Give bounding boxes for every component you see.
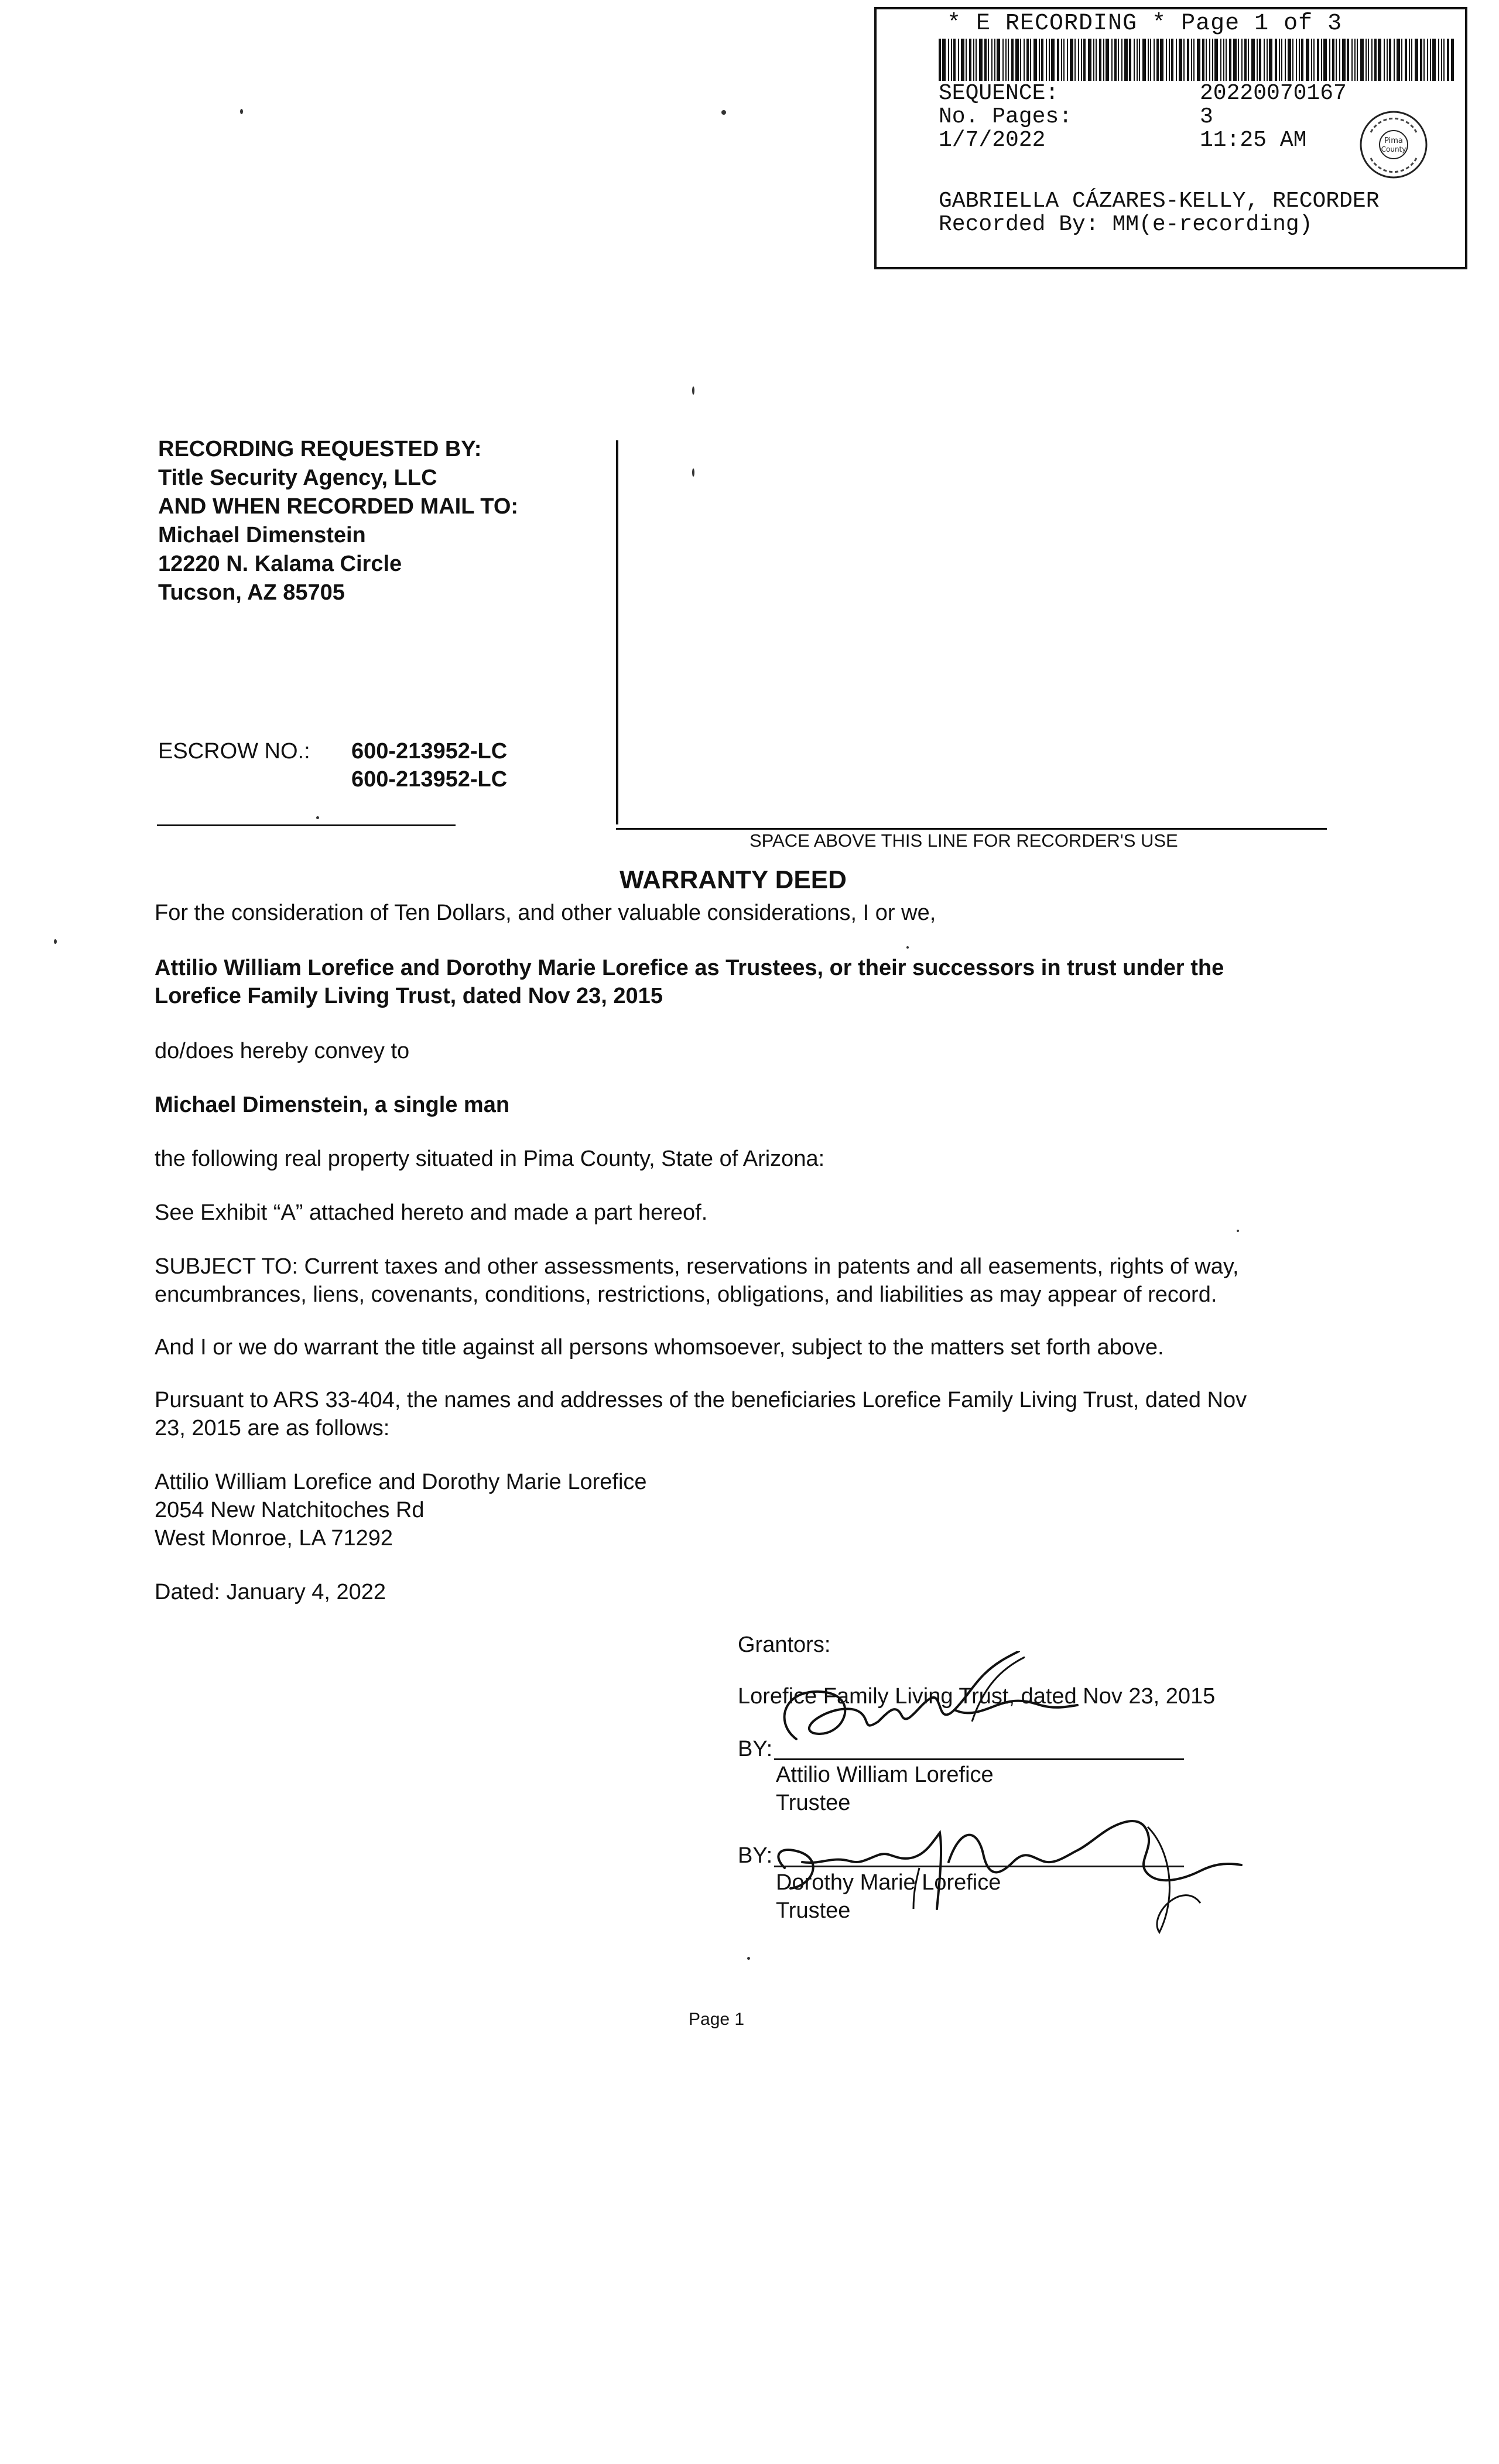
exhibit-text: See Exhibit “A” attached hereto and made a part hereof. [155, 1200, 708, 1225]
barcode-bar [1150, 39, 1151, 81]
county-seal-icon [1358, 109, 1429, 180]
warrant-text: And I or we do warrant the title against all persons whomsoever, subject to the matters set forth above. [155, 1335, 1164, 1360]
barcode-bar [939, 39, 941, 81]
barcode-bar [1378, 39, 1381, 81]
dated-line: Dated: January 4, 2022 [155, 1580, 386, 1604]
barcode-bar [1306, 39, 1309, 81]
by-label-2: BY: [738, 1843, 773, 1868]
barcode-bar [1248, 39, 1249, 81]
barcode-bar [1114, 39, 1117, 81]
recorder-stamp [874, 7, 1467, 269]
escrow-number-2: 600-213952-LC [351, 767, 508, 792]
barcode-bar [1171, 39, 1173, 81]
barcode-bar [997, 39, 1000, 81]
by-label-1: BY: [738, 1737, 773, 1761]
barcode-bar [1129, 39, 1131, 81]
trust-line: Lorefice Family Living Trust, dated Nov 23, 2015 [738, 1684, 1216, 1709]
barcode-bar [1096, 39, 1097, 81]
barcode-bar [1401, 39, 1402, 81]
barcode-bar [1061, 39, 1062, 81]
barcode-bar [1342, 39, 1346, 81]
barcode-bar [1374, 39, 1377, 81]
barcode-bar [1067, 39, 1068, 81]
pages-label: No. Pages: [939, 104, 1073, 129]
ars-line-1: Pursuant to ARS 33-404, the names and addresses of the beneficiaries Lorefice Family Living Trust, dated Nov [155, 1388, 1247, 1412]
barcode-bar [1264, 39, 1265, 81]
barcode-bar [1020, 39, 1021, 81]
barcode-bar [1427, 39, 1428, 81]
barcode-bar [1329, 39, 1330, 81]
barcode-bar [1220, 39, 1221, 81]
seal-pima: Pima [1384, 136, 1403, 145]
barcode-bar [1279, 39, 1280, 81]
barcode-bar [1296, 39, 1297, 81]
barcode-bar [1088, 39, 1091, 81]
barcode-bar [1432, 39, 1436, 81]
barcode-bar [1357, 39, 1358, 81]
barcode-bar [942, 39, 946, 81]
barcode-bar [1026, 39, 1029, 81]
recorder-name: GABRIELLA CÁZARES-KELLY, RECORDER [939, 189, 1380, 214]
stamp-header: * E RECORDING * Page 1 of 3 [947, 11, 1343, 37]
beneficiary-city: West Monroe, LA 71292 [155, 1526, 393, 1551]
barcode-bar [1360, 39, 1364, 81]
barcode-bar [1134, 39, 1135, 81]
barcode-bar [1411, 39, 1412, 81]
record-time: 11:25 AM [1200, 128, 1307, 153]
scan-speck [692, 386, 694, 395]
barcode-bar [1223, 39, 1224, 81]
subject-line-1: SUBJECT TO: Current taxes and other assessments, reservations in patents and all easements, rights of way, [155, 1254, 1239, 1279]
scan-speck [316, 816, 319, 819]
barcode-bar [1191, 39, 1192, 81]
barcode-bar [988, 39, 989, 81]
scan-speck [1237, 1230, 1239, 1232]
barcode-bar [1332, 39, 1334, 81]
barcode-bar [1292, 39, 1293, 81]
barcode-bar [1187, 39, 1189, 81]
barcode-bar [1049, 39, 1050, 81]
page-number: Page 1 [689, 2010, 745, 2029]
barcode-bar [1244, 39, 1247, 81]
barcode-bar [1024, 39, 1025, 81]
barcode-bar [1288, 39, 1291, 81]
barcode-bar [1169, 39, 1170, 81]
beneficiary-name: Attilio William Lorefice and Dorothy Marie Lorefice [155, 1470, 647, 1494]
barcode-bar [1212, 39, 1213, 81]
barcode-bar [1257, 39, 1258, 81]
barcode-bar [1041, 39, 1043, 81]
barcode-bar [1259, 39, 1261, 81]
barcode-bar [1030, 39, 1031, 81]
barcode-bar [1405, 39, 1407, 81]
recorder-use-note: SPACE ABOVE THIS LINE FOR RECORDER'S USE [750, 830, 1178, 851]
barcode-bar [1015, 39, 1019, 81]
barcode-bar [1070, 39, 1073, 81]
sequence-value: 20220070167 [1200, 81, 1347, 106]
barcode-bar [1438, 39, 1439, 81]
barcode-bar [979, 39, 983, 81]
handwritten-signature-1 [761, 1651, 1089, 1768]
barcode-bar [1233, 39, 1237, 81]
barcode-bar [1103, 39, 1104, 81]
barcode-bar [1267, 39, 1268, 81]
sequence-label: SEQUENCE: [939, 81, 1059, 106]
barcode-bar [1339, 39, 1340, 81]
barcode-bar [1039, 39, 1040, 81]
barcode-bar [969, 39, 971, 81]
barcode-bar [1321, 39, 1322, 81]
barcode [939, 39, 1454, 81]
mail-to-label: AND WHEN RECORDED MAIL TO: [158, 494, 519, 519]
mail-to-city: Tucson, AZ 85705 [158, 580, 345, 605]
barcode-bar [1193, 39, 1195, 81]
barcode-bar [1074, 39, 1076, 81]
recorded-by: Recorded By: MM(e-recording) [939, 212, 1313, 237]
barcode-bar [1241, 39, 1243, 81]
escrow-label: ESCROW NO.: [158, 739, 310, 764]
barcode-bar [1336, 39, 1337, 81]
barcode-bar [1415, 39, 1418, 81]
barcode-bar [1347, 39, 1349, 81]
barcode-bar [1214, 39, 1218, 81]
barcode-bar [1275, 39, 1277, 81]
record-date: 1/7/2022 [939, 128, 1046, 153]
barcode-bar [1197, 39, 1200, 81]
barcode-bar [1033, 39, 1037, 81]
escrow-number-1: 600-213952-LC [351, 739, 508, 764]
barcode-bar [976, 39, 977, 81]
signer-1-title: Trustee [776, 1791, 851, 1815]
barcode-bar [1443, 39, 1445, 81]
scan-speck [747, 1957, 750, 1960]
scan-speck [906, 946, 909, 949]
barcode-bar [1451, 39, 1454, 81]
barcode-bar [948, 39, 949, 81]
barcode-bar [1046, 39, 1047, 81]
barcode-bar [1137, 39, 1138, 81]
barcode-bar [1229, 39, 1231, 81]
barcode-bar [1371, 39, 1373, 81]
barcode-bar [1099, 39, 1101, 81]
barcode-bar [1011, 39, 1014, 81]
barcode-bar [1209, 39, 1210, 81]
barcode-bar [1202, 39, 1204, 81]
barcode-bar [1106, 39, 1109, 81]
barcode-bar [1285, 39, 1286, 81]
barcode-bar [1387, 39, 1388, 81]
scan-speck [240, 109, 243, 114]
barcode-bar [1394, 39, 1395, 81]
barcode-bar [1351, 39, 1353, 81]
divider-right [616, 828, 1327, 830]
grantors-line-2: Lorefice Family Living Trust, dated Nov 23, 2015 [155, 984, 663, 1008]
mail-to-name: Michael Dimenstein [158, 523, 366, 547]
barcode-bar [1281, 39, 1282, 81]
grantors-label: Grantors: [738, 1633, 831, 1657]
barcode-bar [1226, 39, 1227, 81]
divider-vertical [616, 440, 618, 824]
barcode-bar [1354, 39, 1356, 81]
barcode-bar [1083, 39, 1086, 81]
requested-by-label: RECORDING REQUESTED BY: [158, 437, 482, 461]
scan-speck [692, 468, 694, 477]
barcode-bar [1423, 39, 1425, 81]
barcode-bar [1397, 39, 1400, 81]
barcode-bar [958, 39, 959, 81]
barcode-bar [1154, 39, 1155, 81]
subject-line-2: encumbrances, liens, covenants, conditions, restrictions, obligations, and liabilities as may appear of record. [155, 1282, 1217, 1307]
barcode-bar [953, 39, 956, 81]
divider-left [157, 824, 456, 826]
mail-to-street: 12220 N. Kalama Circle [158, 552, 402, 576]
grantors-line-1: Attilio William Lorefice and Dorothy Marie Lorefice as Trustees, or their successors in trust under the [155, 956, 1224, 980]
barcode-bar [1148, 39, 1149, 81]
barcode-bar [1420, 39, 1422, 81]
scan-speck [54, 939, 57, 944]
barcode-bar [1160, 39, 1163, 81]
barcode-bar [1269, 39, 1272, 81]
barcode-bar [1118, 39, 1119, 81]
barcode-bar [1409, 39, 1410, 81]
barcode-bar [1323, 39, 1327, 81]
barcode-bar [1447, 39, 1449, 81]
barcode-bar [1176, 39, 1177, 81]
barcode-bar [984, 39, 987, 81]
barcode-bar [1139, 39, 1140, 81]
deed-title: WARRANTY DEED [620, 865, 847, 894]
handwritten-signature-2 [738, 1792, 1276, 1944]
signer-1-name: Attilio William Lorefice [776, 1763, 994, 1787]
requested-by-company: Title Security Agency, LLC [158, 466, 437, 490]
barcode-bar [1430, 39, 1431, 81]
barcode-bar [1051, 39, 1055, 81]
signer-2-title: Trustee [776, 1898, 851, 1923]
beneficiary-street: 2054 New Natchitoches Rd [155, 1498, 425, 1522]
barcode-bar [1063, 39, 1065, 81]
barcode-bar [1251, 39, 1255, 81]
property-text: the following real property situated in Pima County, State of Arizona: [155, 1147, 825, 1171]
barcode-bar [1389, 39, 1391, 81]
pages-value: 3 [1200, 104, 1213, 129]
barcode-bar [1299, 39, 1300, 81]
barcode-bar [1111, 39, 1113, 81]
barcode-bar [951, 39, 952, 81]
barcode-bar [1124, 39, 1128, 81]
scan-speck [721, 110, 726, 115]
barcode-bar [1179, 39, 1182, 81]
barcode-bar [1005, 39, 1007, 81]
barcode-bar [1206, 39, 1207, 81]
barcode-bar [1368, 39, 1369, 81]
seal-county: County [1381, 145, 1406, 153]
barcode-bar [1238, 39, 1239, 81]
signer-2-name: Dorothy Marie Lorefice [776, 1870, 1001, 1895]
barcode-bar [1078, 39, 1079, 81]
barcode-bar [1317, 39, 1319, 81]
barcode-bar [1142, 39, 1146, 81]
barcode-bar [1166, 39, 1167, 81]
barcode-bar [1365, 39, 1367, 81]
barcode-bar [1008, 39, 1009, 81]
barcode-bar [1313, 39, 1315, 81]
barcode-bar [1183, 39, 1185, 81]
barcode-bar [1081, 39, 1082, 81]
barcode-bar [994, 39, 995, 81]
barcode-bar [961, 39, 964, 81]
barcode-bar [1384, 39, 1385, 81]
barcode-bar [973, 39, 974, 81]
barcode-bar [1301, 39, 1303, 81]
barcode-bar [991, 39, 993, 81]
barcode-bar [1057, 39, 1059, 81]
ars-line-2: 23, 2015 are as follows: [155, 1416, 390, 1440]
barcode-bar [1093, 39, 1094, 81]
convey-text: do/does hereby convey to [155, 1039, 410, 1063]
barcode-bar [1311, 39, 1312, 81]
consideration-text: For the consideration of Ten Dollars, and other valuable considerations, I or we, [155, 901, 936, 925]
barcode-bar [966, 39, 967, 81]
barcode-bar [1441, 39, 1442, 81]
barcode-bar [1156, 39, 1159, 81]
grantee-name: Michael Dimenstein, a single man [155, 1093, 510, 1117]
barcode-bar [1121, 39, 1122, 81]
barcode-bar [1002, 39, 1004, 81]
